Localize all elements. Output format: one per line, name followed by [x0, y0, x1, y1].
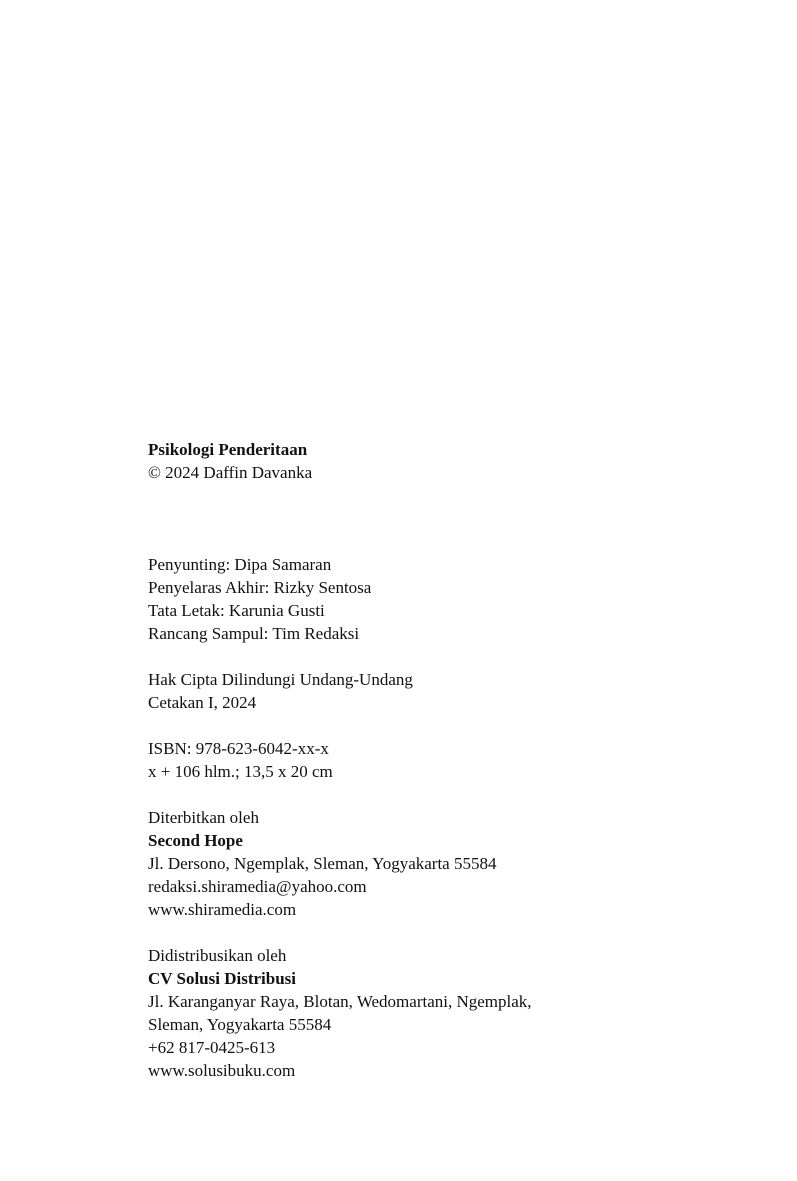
edition-line: Cetakan I, 2024 [148, 693, 257, 712]
book-info [148, 438, 708, 484]
credit-editor: Penyunting: Dipa Samaran [148, 555, 332, 574]
distributor-address-line1: Jl. Karanganyar Raya, Blotan, Wedomartani, Ngemplak, [148, 992, 532, 1011]
size-line: x + 106 hlm.; 13,5 x 20 cm [148, 762, 333, 781]
publisher-address: Jl. Dersono, Ngemplak, Sleman, Yogyakarta 55584 [148, 854, 497, 873]
credit-final-editor: Penyelaras Akhir: Rizky Sentosa [148, 578, 372, 597]
book-title: Psikologi Penderitaan [148, 440, 308, 459]
spacer [148, 484, 708, 553]
publisher-intro: Diterbitkan oleh [148, 808, 259, 827]
copyright-line: © 2024 Daffin Davanka [148, 463, 313, 482]
credit-cover-design: Rancang Sampul: Tim Redaksi [148, 624, 360, 643]
distributor-name: CV Solusi Distribusi [148, 969, 297, 988]
spacer [148, 921, 708, 944]
publisher-block [148, 806, 708, 921]
distributor-address-line2: Sleman, Yogyakarta 55584 [148, 1015, 332, 1034]
publisher-website: www.shiramedia.com [148, 900, 297, 919]
credits-block [148, 553, 708, 645]
rights-notice: Hak Cipta Dilindungi Undang-Undang [148, 670, 413, 689]
distributor-phone: +62 817-0425-613 [148, 1038, 276, 1057]
distributor-block [148, 944, 708, 1082]
credit-layout: Tata Letak: Karunia Gusti [148, 601, 325, 620]
distributor-website: www.solusibuku.com [148, 1061, 296, 1080]
publisher-email: redaksi.shiramedia@yahoo.com [148, 877, 367, 896]
isbn-line: ISBN: 978-623-6042-xx-x [148, 739, 329, 758]
copyright-page [148, 438, 708, 1082]
publisher-name: Second Hope [148, 831, 243, 850]
spacer [148, 783, 708, 806]
distributor-intro: Didistribusikan oleh [148, 946, 287, 965]
spacer [148, 714, 708, 737]
spacer [148, 645, 708, 668]
specs-block [148, 737, 708, 783]
rights-block [148, 668, 708, 714]
